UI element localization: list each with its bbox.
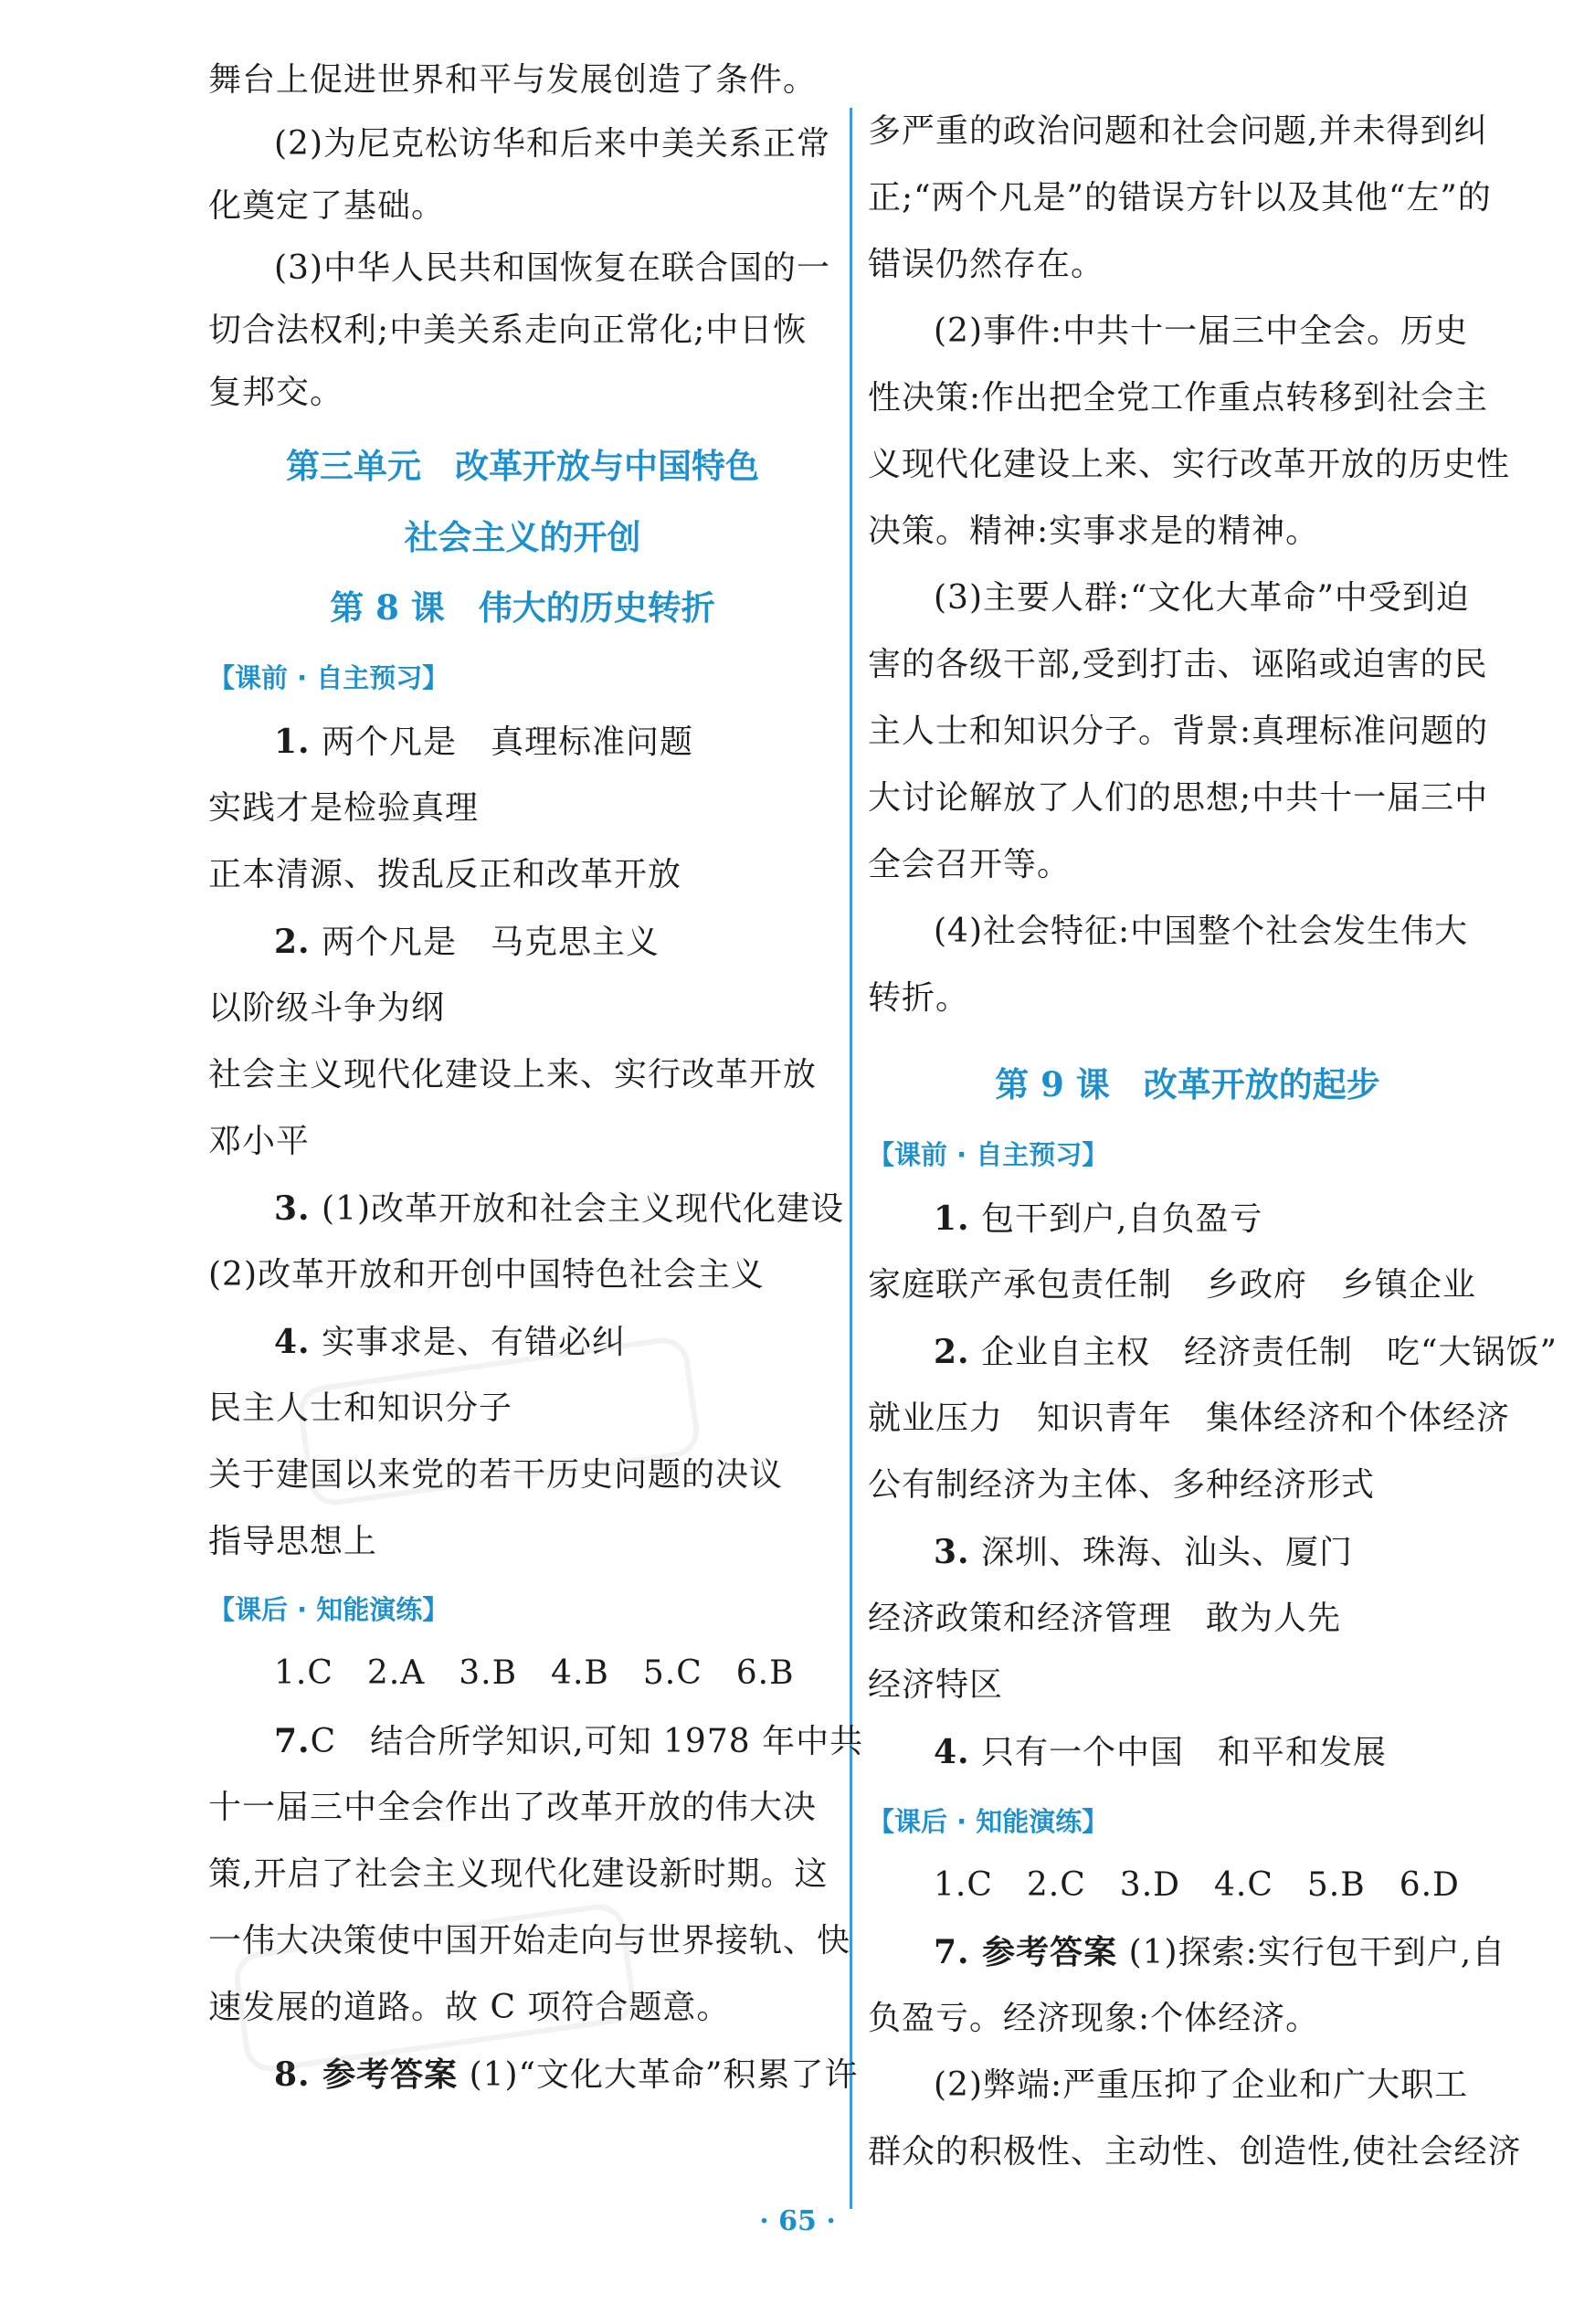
- answer-line: 群众的积极性、主动性、创造性,使社会经济: [868, 2133, 1522, 2171]
- answer-line: 正本清源、拨乱反正和改革开放: [208, 856, 682, 893]
- text-line: 舞台上促进世界和平与发展创造了条件。: [208, 61, 818, 99]
- answer-line: (2)弊端:严重压抑了企业和广大职工: [934, 2066, 1469, 2104]
- text-line: (4)社会特征:中国整个社会发生伟大: [934, 913, 1469, 950]
- answer-line: 1. 包干到户,自负盈亏: [934, 1199, 1263, 1238]
- answer-line: (2)改革开放和开创中国特色社会主义: [208, 1256, 765, 1294]
- unit-title: 第三单元 改革开放与中国特色: [286, 447, 759, 486]
- section-heading-practice: 【课后 · 知能演练】: [868, 1806, 1109, 1837]
- column-divider: [850, 108, 852, 2209]
- answer-line: 指导思想上: [208, 1523, 378, 1560]
- text-line: 全会召开等。: [868, 846, 1072, 883]
- answer-line: 经济政策和经济管理 敢为人先: [868, 1600, 1342, 1637]
- answer-line: 速发展的道路。故 C 项符合题意。: [208, 1989, 731, 2026]
- unit-title: 社会主义的开创: [404, 518, 641, 557]
- text-line: 切合法权利;中美关系走向正常化;中日恢: [208, 312, 808, 349]
- answer-line: 社会主义现代化建设上来、实行改革开放: [208, 1056, 818, 1093]
- section-heading-preview: 【课前 · 自主预习】: [868, 1139, 1109, 1170]
- answer-line: 8. 参考答案 (1)“文化大革命”积累了许: [274, 2055, 859, 2094]
- answer-line: 3. (1)改革开放和社会主义现代化建设: [274, 1189, 845, 1228]
- answer-line: 家庭联产承包责任制 乡政府 乡镇企业: [868, 1266, 1477, 1304]
- text-line: 害的各级干部,受到打击、诬陷或迫害的民: [868, 646, 1488, 683]
- answer-line: 一伟大决策使中国开始走向与世界接轨、快: [208, 1922, 851, 1960]
- section-heading-preview: 【课前 · 自主预习】: [208, 662, 449, 693]
- answer-line: 民主人士和知识分子: [208, 1389, 513, 1427]
- text-line: (3)中华人民共和国恢复在联合国的一: [274, 249, 830, 287]
- answer-line: 负盈亏。经济现象:个体经济。: [868, 2000, 1320, 2037]
- text-line: 正;“两个凡是”的错误方针以及其他“左”的: [868, 179, 1492, 217]
- answer-line: 3. 深圳、珠海、汕头、厦门: [934, 1533, 1354, 1571]
- text-line: 化奠定了基础。: [208, 187, 446, 225]
- answer-line: 公有制经济为主体、多种经济形式: [868, 1466, 1376, 1504]
- answer-line: 就业压力 知识青年 集体经济和个体经济: [868, 1400, 1511, 1437]
- text-line: 决策。精神:实事求是的精神。: [868, 512, 1320, 550]
- text-line: 性决策:作出把全党工作重点转移到社会主: [868, 379, 1489, 417]
- answer-line: 2. 两个凡是 马克思主义: [274, 923, 660, 961]
- section-heading-practice: 【课后 · 知能演练】: [208, 1594, 449, 1625]
- text-line: 复邦交。: [208, 374, 344, 411]
- text-line: 义现代化建设上来、实行改革开放的历史性: [868, 446, 1511, 483]
- answer-line: 4. 只有一个中国 和平和发展: [934, 1733, 1388, 1771]
- text-line: 错误仍然存在。: [868, 246, 1105, 283]
- answer-line: 7.C 结合所学知识,可知 1978 年中共: [274, 1722, 864, 1760]
- answer-line: 十一届三中全会作出了改革开放的伟大决: [208, 1789, 818, 1826]
- answer-line: 2. 企业自主权 经济责任制 吃“大锅饭”: [934, 1333, 1558, 1371]
- answer-line: 以阶级斗争为纲: [208, 989, 446, 1027]
- text-line: 转折。: [868, 979, 970, 1017]
- answer-line: 7. 参考答案 (1)探索:实行包干到户,自: [934, 1933, 1506, 1971]
- text-line: (3)主要人群:“文化大革命”中受到迫: [934, 579, 1470, 617]
- text-line: 主人士和知识分子。背景:真理标准问题的: [868, 713, 1489, 750]
- text-line: (2)为尼克松访华和后来中美关系正常: [274, 125, 830, 163]
- answer-line: 邓小平: [208, 1123, 311, 1160]
- lesson-title: 第 9 课 改革开放的起步: [995, 1064, 1380, 1104]
- choice-answers: 1.C 2.A 3.B 4.B 5.C 6.B: [274, 1654, 795, 1692]
- page-number: · 65 ·: [759, 2205, 836, 2237]
- text-line: (2)事件:中共十一届三中全会。历史: [934, 312, 1469, 350]
- text-line: 多严重的政治问题和社会问题,并未得到纠: [868, 112, 1488, 150]
- choice-answers: 1.C 2.C 3.D 4.C 5.B 6.D: [934, 1866, 1460, 1904]
- answer-line: 关于建国以来党的若干历史问题的决议: [208, 1456, 784, 1494]
- answer-line: 实践才是检验真理: [208, 789, 480, 827]
- answer-line: 4. 实事求是、有错必纠: [274, 1323, 627, 1361]
- answer-line: 经济特区: [868, 1666, 1004, 1704]
- answer-line: 1. 两个凡是 真理标准问题: [274, 723, 694, 761]
- answer-line: 策,开启了社会主义现代化建设新时期。这: [208, 1855, 829, 1893]
- text-line: 大讨论解放了人们的思想;中共十一届三中: [868, 779, 1489, 817]
- lesson-title: 第 8 课 伟大的历史转折: [330, 587, 715, 628]
